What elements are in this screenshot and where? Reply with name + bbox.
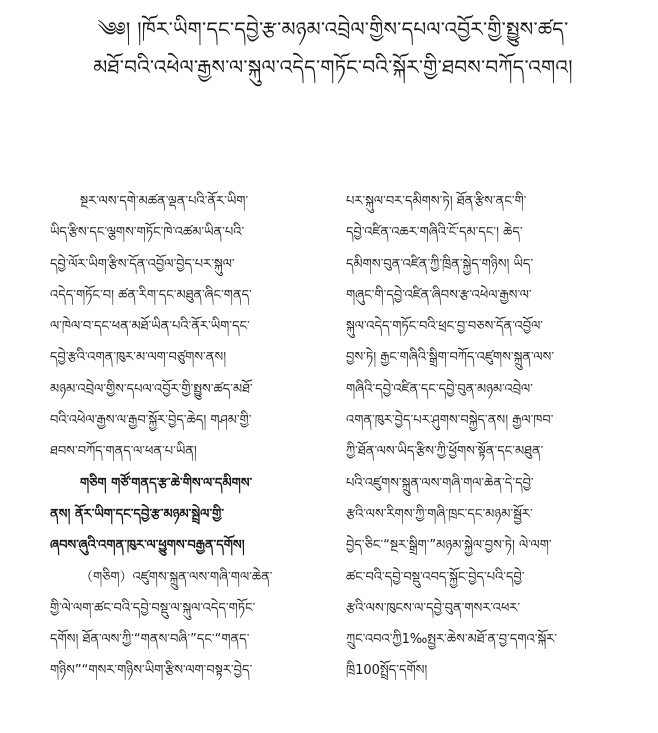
paragraph-line: ཚང་བའི་དབྱེ་བསྡུ་འབད་སྐྱོང་བྱེད་པའི་དབྱེ་	[346, 569, 525, 585]
paragraph-line: ཀྲུང་འབའ་ཀྱི1‰སྤྱར་ཆེས་མཐོ་ན་བྱ་དགའ་སྐོར་	[346, 632, 558, 648]
paragraph-line: ཁྲི100སྤྲོད་དགོས།	[346, 663, 428, 679]
paragraph-line: པའི་འཛུགས་སྐྲུན་ལས་གཞི་གལ་ཆེན་དེ་དབྱེ་	[346, 475, 534, 491]
paragraph-line: ཡིད་རྩིས་དང་ལྕགས་གཏོང་ཁེ་འཚམ་ཡིན་པའི་	[50, 225, 245, 241]
paragraph-line: དབྱེ་རྩའི་འགན་ཁུར་མ་ལག་བཙུགས་ནས།	[50, 350, 227, 366]
paragraph-line: གྱི་ལེ་ལག་ཚང་བའི་དབྱེ་བསྡུ་ལ་སྐུལ་འདེད་གཏོང་	[50, 600, 256, 616]
paragraph-line: རྩའི་ལས་རིགས་ཀྱི་གཞི་ཁྲང་དང་མཉམ་སྦྱོར་	[346, 506, 533, 522]
paragraph-line: རྩའི་ལས་ཁུངས་ལ་དབྱེ་བུན་གསར་འཕར་	[346, 600, 521, 616]
paragraph-line: སྐུལ་འདེད་གཏོང་བའི་ཕྲང་བྱ་བཅས་དོན་འབྱོལ་	[346, 319, 543, 335]
paragraph-line: དབྱེ་ལོར་ཡིག་རྩིས་དོན་འབྱོལ་བྱེད་པར་སྐུལ་	[50, 256, 235, 272]
paragraph-line: དམིགས་བུན་འཛིན་ཀྱི་ཁྲིན་སྐྱེད་གཉིས། ཡིད་	[346, 256, 534, 272]
document-title	[28, 10, 638, 86]
paragraph-line: གཉིས”“གསར་གཉིས་ཡིག་རྩིས་ལག་བསྟར་བྱེད་	[50, 663, 253, 679]
section-heading-line: ནས། ནོར་ཡིག་དང་དབྱེ་རྩ་མཉམ་སྦྲེལ་གྱི་	[50, 506, 224, 522]
title-line-2: མཐོ་བའི་འཕེལ་རྒྱས་ལ་སྐུལ་འདེད་གཏོང་བའི་སྐོར་གྱི་ཐབས་བཀོད་འགའ།	[93, 55, 573, 79]
section-heading-line: ཞབས་ཞུའི་འགན་ཁུར་ལ་ཕྱུགས་བརྒྱན་དགོས།	[50, 538, 245, 554]
paragraph-line: བྱས་ཏེ། རྒྱང་གཞིའི་སྒྲིག་བཀོད་འཛུགས་སྐྲུན་ལས་	[346, 350, 555, 366]
paragraph-line: ཀྱི་ཐོན་ལས་ཡིད་རྩིས་ཀྱི་ཕྱོགས་སྟོན་དང་མཐུན་	[346, 444, 544, 460]
paragraph-line: མཉམ་འབྲེལ་གྱིས་དཔལ་འབྱོར་གྱི་སྤྱུས་ཚད་མཐོ་	[50, 381, 253, 397]
paragraph-line: པར་སྐུལ་བར་དམིགས་ཏེ། ཐོན་རྩིས་ནང་གི་	[346, 194, 527, 209]
title-line-1: ༄༅། །ཁོར་ཡིག་དང་དབྱེ་རྩ་མཉམ་འབྲེལ་གྱིས་དཔལ་འབྱོར་གྱི་སྤྱུས་ཚད་	[97, 17, 569, 41]
paragraph-line: ཐབས་བཀོད་གནད་ལ་ཕན་པ་ཡིན།	[50, 444, 197, 460]
paragraph-line: གཞིའི་དབྱེ་འཛིན་དང་དབྱེ་བུན་མཉམ་འབྲེལ་	[346, 381, 533, 397]
paragraph-line: དབྱེ་འཛིན་འཆར་གཞིའི་ངོ་དམ་དང་། ཆེད་	[346, 225, 523, 241]
paragraph-line: གཞུང་གི་དབྱེ་འཛིན་ཞིབས་རྩ་འཕེལ་རྒྱས་ལ་	[346, 287, 532, 303]
section-heading-line: གཅིག གཙོ་གནད་རྩ་ཆེ་གིས་ལ་དམིགས་	[80, 475, 253, 491]
paragraph-line: བའི་འཕེལ་རྒྱས་ལ་རྒྱབ་སྐྱོར་བྱེད་ཆེད། གཤམ་གྱི་	[50, 413, 252, 429]
paragraph-line: བྱེད་ཅིང་“སྔར་སྒྲིག་”མཉམ་སྐྱེལ་བྱས་ཏེ། ལེ་ལག་	[346, 538, 552, 554]
paragraph-line: དགོས། ཐོན་ལས་ཀྱི་“གནས་བཞི་”དང་“གནད་	[50, 632, 250, 648]
paragraph-line: ལ་ཁེལ་བ་དང་ཕན་མཐོ་ཡིན་པའི་ནོར་ཡིག་དང་	[50, 319, 250, 335]
paragraph-line: འགན་ཁུར་བྱེད་པར་ཤུགས་བསྐྱེད་ནས། རྒྱལ་ཁབ་	[346, 413, 554, 429]
paragraph-line: （གཅིག）འཛུགས་སྐྲུན་ལས་གཞི་གལ་ཆེན་	[80, 569, 273, 585]
paragraph-line: འདེད་གཏོང་བ། ཚན་རིག་དང་མཐུན་ཞིང་གནད་	[50, 287, 252, 303]
paragraph-line: སྔར་ལས་དགེ་མཚན་ལྡན་པའི་ནོར་ཡིག་	[80, 194, 249, 209]
left-column	[50, 186, 326, 687]
right-column	[346, 186, 622, 687]
